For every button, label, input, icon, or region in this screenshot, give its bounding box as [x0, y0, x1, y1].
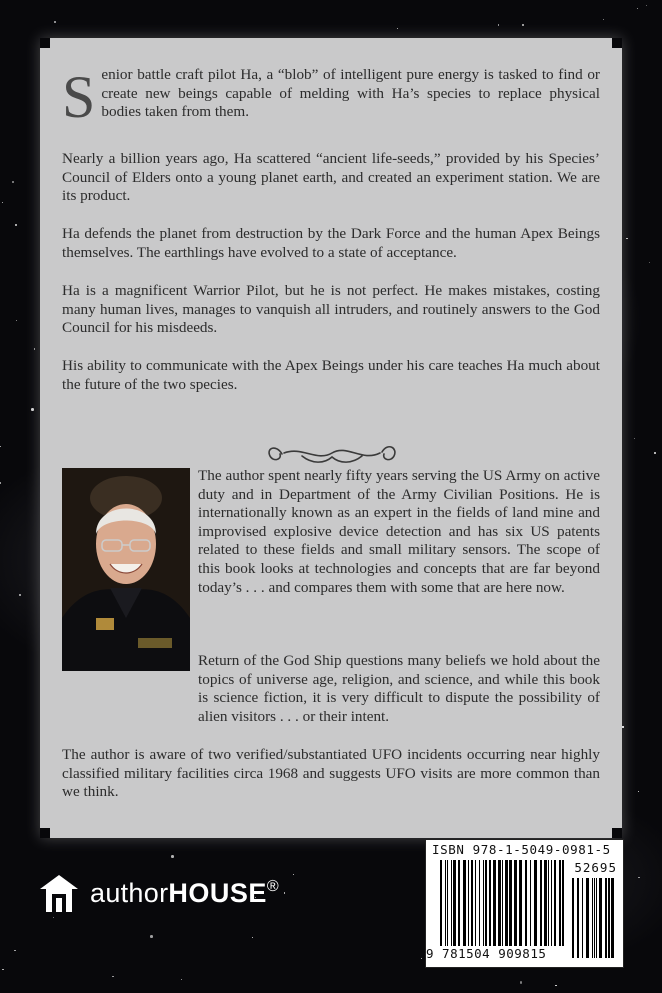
star [622, 726, 623, 727]
star [181, 979, 182, 980]
barcode-bar [582, 878, 583, 958]
star [637, 8, 638, 9]
barcode-bar [592, 878, 593, 958]
barcode-bar [586, 878, 589, 958]
barcode-bar [493, 860, 496, 946]
barcode-bar [577, 878, 579, 958]
authorhouse-house-icon [38, 872, 80, 914]
star [555, 985, 556, 986]
barcode-bar [562, 860, 564, 946]
star [12, 181, 15, 184]
author-bio-paragraph-2: Return of the God Ship questions many beliefs we hold about the topics of universe age, religion, and science, and while this book is science fiction, it is very difficult to dispute the possibility of alien visitors . . . or their intent. [198, 652, 600, 725]
star [421, 958, 422, 959]
barcode-bar [509, 860, 512, 946]
barcode-bar [551, 860, 552, 946]
synopsis-paragraph-4: Ha is a magnificent Warrior Pilot, but he is not perfect. He makes mistakes, costing many human lives, manages to vanquish all intruders, and routinely answers to the God Council for his misdeeds. [62, 282, 600, 337]
barcode-bar [530, 860, 531, 946]
publisher-name [90, 878, 279, 909]
isbn-barcode [425, 839, 624, 968]
barcode-bar [599, 878, 602, 958]
panel-corner [612, 828, 622, 838]
star [638, 791, 639, 792]
barcode-bar [458, 860, 460, 946]
star [603, 19, 604, 20]
barcode-number: 9 781504 909815 [426, 946, 547, 961]
synopsis-paragraph-1 [62, 64, 600, 130]
barcode-bar [463, 860, 466, 946]
star [0, 446, 1, 447]
drop-cap: S [62, 64, 96, 130]
star [638, 877, 639, 878]
star [0, 482, 1, 483]
synopsis-paragraph-2: Nearly a billion years ago, Ha scattered “ancient life-seeds,” provided by his Species’ Council of Elders onto a young planet earth, and created an experiment station. We are its product. [62, 150, 600, 205]
star [15, 224, 16, 225]
star [171, 855, 174, 858]
price-code: 52695 [574, 860, 617, 875]
barcode-bar [572, 878, 574, 958]
barcode-bar [505, 860, 508, 946]
barcode-bar [534, 860, 537, 946]
star [626, 238, 627, 239]
star [34, 348, 35, 349]
barcode-bar [483, 860, 484, 946]
barcode-bar [502, 860, 503, 946]
barcode-bar [525, 860, 527, 946]
barcode-bar [489, 860, 491, 946]
star [2, 202, 3, 203]
barcode-bar [548, 860, 549, 946]
barcode-bar [485, 860, 487, 946]
synopsis-paragraph-3: Ha defends the planet from destruction by the Dark Force and the human Apex Beings themselves. The earthlings have evolved to a state of acceptance. [62, 225, 600, 261]
barcode-bar [453, 860, 456, 946]
star [19, 594, 20, 595]
author-bio-paragraph-1: The author spent nearly fifty years serving the US Army on active duty and in Department of the Army Civilian Positions. He is internationally known as an expert in the fields of land mine and improvised explosive device detection and has six US patents related to these fields and small military sensors. The scope of this book looks at technologies and concepts that are far beyond today’s . . . and compares them with some that are here now. [198, 467, 600, 596]
author-portrait-image [62, 468, 190, 671]
star [53, 917, 54, 918]
star [498, 24, 499, 25]
star [150, 935, 153, 938]
star [16, 320, 17, 321]
barcode-bar [594, 878, 595, 958]
barcode-bar [447, 860, 448, 946]
barcode-bar [554, 860, 556, 946]
registered-mark: ® [266, 877, 279, 895]
panel-corner [612, 38, 622, 48]
flourish-ornament-icon [262, 438, 402, 468]
barcode-bar [514, 860, 517, 946]
addon-barcode-bars [572, 878, 616, 958]
barcode-bar [475, 860, 476, 946]
star [520, 981, 523, 984]
barcode-bar [498, 860, 501, 946]
author-photo [62, 468, 190, 671]
barcode-bar [540, 860, 542, 946]
star [284, 892, 285, 893]
star [112, 976, 113, 977]
star [522, 24, 523, 25]
barcode-bar [519, 860, 522, 946]
star [14, 950, 15, 951]
panel-corner [40, 828, 50, 838]
barcode-bar [544, 860, 547, 946]
barcode-bar [605, 878, 607, 958]
star [252, 937, 253, 938]
synopsis-text-1: enior battle craft pilot Ha, a “blob” of intelligent pure energy is tasked to find or create new beings capable of melding with Ha’s species to replace physical bodies taken from them. [101, 66, 600, 121]
publisher-name-light: author [90, 877, 169, 908]
barcode-bar [559, 860, 561, 946]
isbn-text: ISBN 978-1-5049-0981-5 [432, 842, 611, 857]
author-bio-paragraph-3: The author is aware of two verified/substantiated UFO incidents occurring near highly classified military facilities circa 1968 and suggests UFO visits are more common than we think. [62, 746, 600, 801]
barcode-bar [445, 860, 446, 946]
barcode-bar [440, 860, 442, 946]
barcode-bar [596, 878, 597, 958]
barcode-bar [451, 860, 452, 946]
panel-corner [40, 38, 50, 48]
star [634, 438, 635, 439]
barcode-bar [471, 860, 473, 946]
star [293, 874, 294, 875]
barcode-bar [608, 878, 610, 958]
star [54, 21, 57, 24]
barcode-bar [479, 860, 480, 946]
star [654, 452, 657, 455]
publisher-name-bold: HOUSE [168, 877, 267, 908]
star [649, 262, 650, 263]
star [397, 28, 398, 29]
publisher-logo[interactable] [38, 872, 279, 914]
barcode-bar [468, 860, 469, 946]
star [31, 408, 34, 411]
ean-barcode-bars [440, 860, 564, 946]
star [2, 969, 3, 970]
star [646, 5, 647, 6]
synopsis-paragraph-5: His ability to communicate with the Apex Beings under his care teaches Ha much about the future of the two species. [62, 357, 600, 393]
barcode-bar [611, 878, 614, 958]
